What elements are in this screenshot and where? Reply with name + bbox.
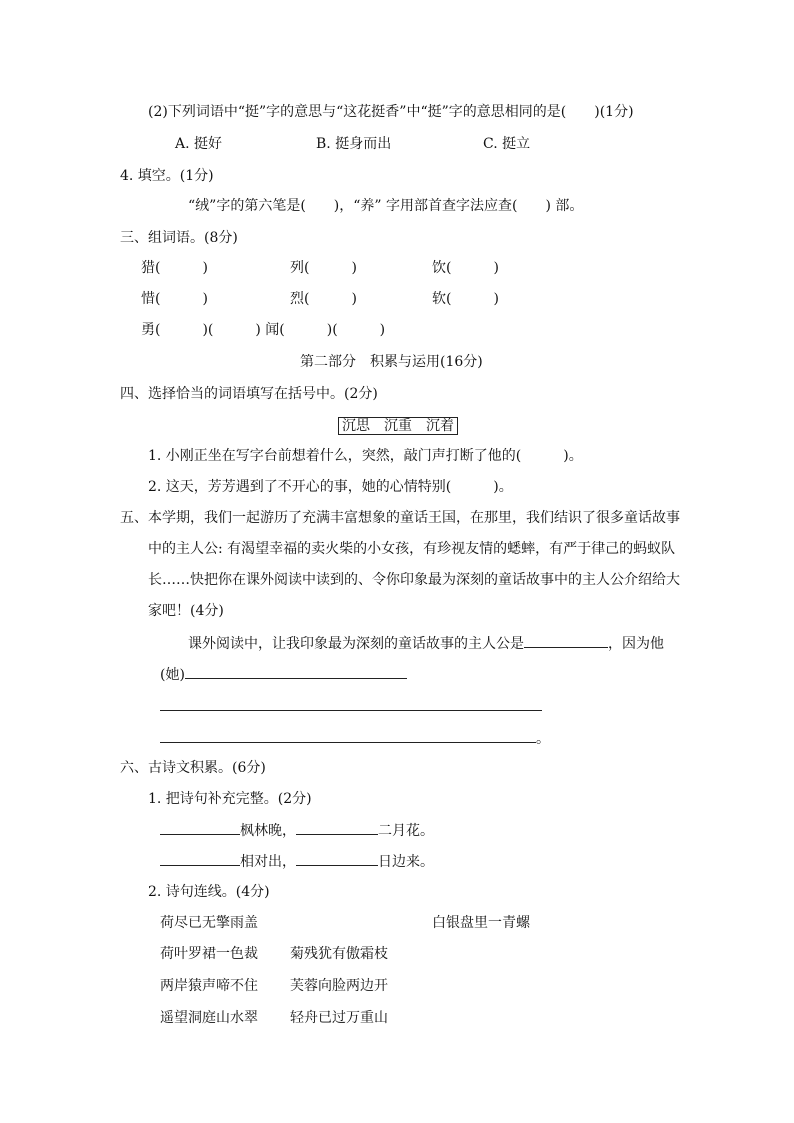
poem-line-2 [160,851,434,872]
answer-mid: ，因为他 [608,636,664,652]
match-right-1[interactable]: 白银盘里一青螺 [432,915,530,931]
word-choice-box [338,416,458,436]
section-5-line-1: 五、本学期，我们一起游历了充满丰富想象的童话王国，在那里，我们结识了很多童话故事 [120,510,680,526]
match-left-1[interactable]: 荷尽已无擎雨盖 [160,915,258,931]
reason-blank-3[interactable] [160,728,536,743]
match-middle-2[interactable]: 芙蓉向脸两边开 [290,978,388,994]
reason-line-3 [160,728,550,749]
poem-1-blank-b[interactable] [296,820,378,835]
section-6-q2-title: 2. 诗句连线。(4分) [148,884,270,900]
section-4-title: 四、选择恰当的词语填写在括号中。(2分) [120,386,378,402]
section-4-item-2: 2. 这天，芳芳遇到了不开心的事，她的心情特别( )。 [148,479,513,495]
question-4-text: “绒”字的第六笔是( )，“养” 字用部首查字法应查( ) 部。 [188,198,584,214]
section-5-line-4: 家吧！(4分) [148,603,224,619]
match-left-2[interactable]: 荷叶罗裙一色裁 [160,946,258,962]
match-left-3[interactable]: 两岸猿声啼不住 [160,978,258,994]
end-mark: 。 [536,731,550,747]
reason-line-2 [160,696,542,717]
answer-prefix: 课外阅读中，让我印象最为深刻的童话故事的主人公是 [188,636,524,652]
match-middle-1[interactable]: 菊残犹有傲霜枝 [290,946,388,962]
poem-1-part-b: 二月花。 [378,823,434,839]
question-3-2-prompt: (2)下列词语中“挺”字的意思与“这花挺香”中“挺”字的意思相同的是( )(1分) [148,104,634,120]
section-4-item-1: 1. 小刚正坐在写字台前想着什么，突然，敲门声打断了他的( )。 [148,448,583,464]
word-item-xi: 惜( ) [141,291,208,307]
option-a: A. 挺好 [175,136,223,152]
section-5-answer-line [188,633,664,654]
protagonist-blank[interactable] [524,633,608,648]
poem-1-blank-a[interactable] [160,820,240,835]
question-4-title: 4. 填空。(1分) [120,168,214,184]
poem-2-blank-a[interactable] [160,851,240,866]
reason-blank-1[interactable] [185,664,407,679]
poem-line-1 [160,820,434,841]
word-item-lie2: 列( ) [290,260,357,276]
section-5-line-2: 中的主人公: 有渴望幸福的卖火柴的小女孩，有珍视友情的蟋蟀，有严于律己的蚂蚁队 [148,541,676,557]
word-item-lie: 猎( ) [141,260,208,276]
reason-blank-2[interactable] [160,696,542,711]
word-item-ruan: 软( ) [432,291,499,307]
word-item-yin: 饮( ) [432,260,499,276]
poem-2-blank-b[interactable] [296,851,378,866]
word-item-yong-wen: 勇( )( ) 闻( )( ) [141,322,386,338]
part-2-title: 第二部分 积累与运用(16分) [300,354,483,370]
section-5-line-3: 长……快把你在课外阅读中读到的、令你印象最为深刻的童话故事中的主人公介绍给大 [148,572,680,588]
section-3-title: 三、组词语。(8分) [120,230,238,246]
word-choice-text: 沉思 沉重 沉着 [338,417,458,435]
poem-2-part-a: 相对出， [240,854,296,870]
match-middle-3[interactable]: 轻舟已过万重山 [290,1010,388,1026]
section-5-reason-line [160,664,407,685]
match-left-4[interactable]: 遥望洞庭山水翠 [160,1010,258,1026]
word-item-lie3: 烈( ) [290,291,357,307]
poem-2-part-b: 日边来。 [378,854,434,870]
poem-1-part-a: 枫林晚， [240,823,296,839]
answer-she: (她) [160,667,185,683]
section-6-title: 六、古诗文积累。(6分) [120,760,266,776]
option-c: C. 挺立 [483,136,531,152]
option-b: B. 挺身而出 [316,136,392,152]
section-6-q1-title: 1. 把诗句补充完整。(2分) [148,791,312,807]
